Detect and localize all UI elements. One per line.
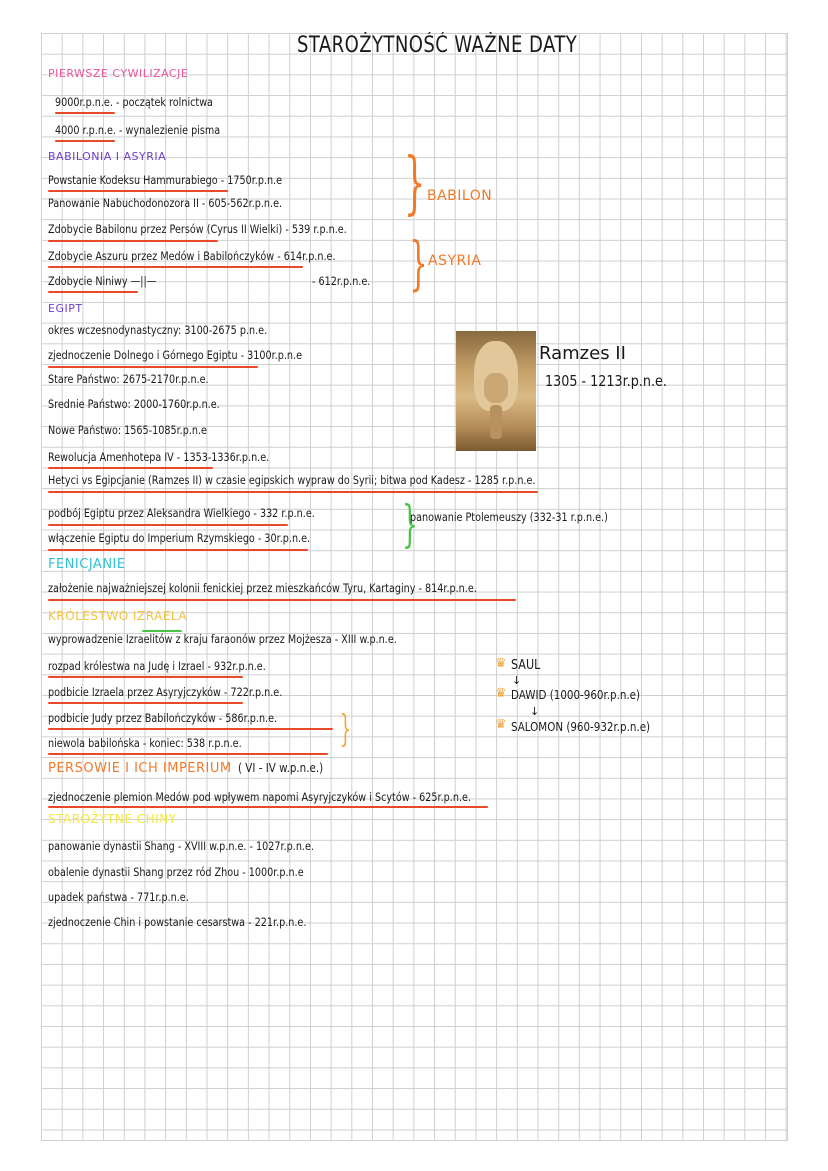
- line-phoenicians-1: założenie najważniejszej kolonii fenickiej przez mieszkańców Tyru, Kartaginy - 814r.p.n.e.: [48, 582, 477, 595]
- underline: [48, 266, 303, 268]
- persians-century: ( VI - IV w.p.n.e.): [238, 761, 324, 775]
- line-babylon-6: - 612r.p.n.e.: [312, 275, 371, 288]
- page-title: STAROŻYTNOŚĆ WAŻNE DATY: [297, 33, 578, 58]
- underline: [48, 524, 288, 526]
- section-header-babylon: BABILONIA I ASYRIA: [48, 150, 167, 163]
- section-header-israel: KRÓLESTWO IZRAELA: [48, 609, 188, 623]
- line-israel-2: rozpad królestwa na Judę i Izrael - 932r.p.n.e.: [48, 660, 266, 673]
- line-first-civ-1: 9000r.p.n.e. - początek rolnictwa: [55, 96, 213, 109]
- brace-babilon: }: [403, 144, 426, 223]
- line-egypt-6: Rewolucja Amenhotepa IV - 1353-1336r.p.n.e.: [48, 451, 270, 464]
- line-israel-4: podbicie Judy przez Babilończyków - 586r.p.n.e.: [48, 712, 278, 725]
- line-babylon-4: Zdobycie Aszuru przez Medów i Babilończyków - 614r.p.n.e.: [48, 250, 336, 263]
- line-egypt-3: Stare Państwo: 2675-2170r.p.n.e.: [48, 373, 209, 386]
- king-saul: SAUL: [511, 658, 541, 673]
- underline: [48, 491, 538, 493]
- brace-ptolemy: }: [401, 495, 418, 553]
- king-salomon: SALOMON (960-932r.p.n.e): [511, 720, 651, 734]
- brace-babylon-captivity: }: [339, 709, 352, 750]
- line-egypt-4: Średnie Państwo: 2000-1760r.p.n.e.: [48, 398, 220, 411]
- line-babylon-2: Panowanie Nabuchodonozora II - 605-562r.p.n.e.: [48, 197, 283, 210]
- underline: [48, 549, 308, 551]
- line-china-2: obalenie dynastii Shang przez ród Zhou - 1000r.p.n.e: [48, 866, 304, 879]
- label-babilon: BABILON: [427, 188, 493, 204]
- underline: [48, 753, 328, 755]
- line-egypt-8: podbój Egiptu przez Aleksandra Wielkiego - 332 r.p.n.e.: [48, 507, 315, 520]
- underline: [142, 630, 182, 632]
- section-header-china: STAROŻYTNE CHINY: [48, 812, 177, 826]
- ramzes-dates: 1305 - 1213r.p.n.e.: [545, 372, 667, 390]
- section-header-phoenicians: FENICJANIE: [48, 557, 126, 572]
- underline: [48, 366, 258, 368]
- section-header-first-civ: PIERWSZE CYWILIZACJE: [48, 67, 189, 80]
- king-dawid: DAWID (1000-960r.p.n.e): [511, 688, 641, 702]
- line-egypt-9: włączenie Egiptu do Imperium Rzymskiego - 30r.p.n.e.: [48, 532, 311, 545]
- section-header-persians: PERSOWIE I ICH IMPERIUM: [48, 761, 232, 776]
- underline: [48, 240, 218, 242]
- underline: [48, 467, 213, 469]
- line-babylon-5: Zdobycie Niniwy —||—: [48, 275, 157, 288]
- underline: [48, 702, 243, 704]
- crown-icon: ♛: [495, 717, 507, 732]
- line-egypt-2: zjednoczenie Dolnego i Górnego Egiptu - 3100r.p.n.e: [48, 349, 302, 362]
- underline: [55, 112, 115, 114]
- line-egypt-5: Nowe Państwo: 1565-1085r.p.n.e: [48, 424, 207, 437]
- line-israel-5: niewola babilońska - koniec: 538 r.p.n.e.: [48, 737, 242, 750]
- underline: [48, 599, 516, 601]
- line-china-4: zjednoczenie Chin i powstanie cesarstwa - 221r.p.n.e.: [48, 916, 307, 929]
- underline: [48, 728, 333, 730]
- underline: [48, 190, 228, 192]
- crown-icon: ♛: [495, 656, 507, 671]
- ptolemy-label: panowanie Ptolemeuszy (332-31 r.p.n.e.): [410, 511, 608, 524]
- line-china-1: panowanie dynastii Shang - XVIII w.p.n.e. - 1027r.p.n.e.: [48, 840, 314, 853]
- underline: [48, 676, 243, 678]
- line-egypt-7: Hetyci vs Egipcjanie (Ramzes II) w czasie egipskich wypraw do Syrii; bitwa pod Kadesz - 1285 r.p.n.e.: [48, 474, 536, 487]
- underline: [48, 806, 488, 808]
- underline: [55, 140, 115, 142]
- line-babylon-1: Powstanie Kodeksu Hammurabiego - 1750r.p.n.e: [48, 174, 283, 187]
- section-header-egypt: EGIPT: [48, 302, 83, 315]
- down-arrow-icon: ↓: [530, 705, 540, 718]
- brace-asyria: }: [409, 229, 428, 297]
- crown-icon: ♛: [495, 686, 507, 701]
- ramzes-statue-photo: [456, 331, 536, 451]
- line-israel-1: wyprowadzenie Izraelitów z kraju faraonów przez Mojżesza - XIII w.p.n.e.: [48, 633, 397, 646]
- line-persians-1: zjednoczenie plemion Medów pod wpływem napomi Asyryjczyków i Scytów - 625r.p.n.e.: [48, 791, 471, 804]
- line-babylon-3: Zdobycie Babilonu przez Persów (Cyrus II Wielki) - 539 r.p.n.e.: [48, 223, 347, 236]
- ramzes-name: Ramzes II: [539, 343, 626, 364]
- line-egypt-1: okres wczesnodynastyczny: 3100-2675 p.n.e.: [48, 324, 268, 337]
- underline: [48, 291, 138, 293]
- line-israel-3: podbicie Izraela przez Asyryjczyków - 722r.p.n.e.: [48, 686, 283, 699]
- line-first-civ-2: 4000 r.p.n.e. - wynalezienie pisma: [55, 124, 221, 137]
- line-china-3: upadek państwa - 771r.p.n.e.: [48, 891, 189, 904]
- down-arrow-icon: ↓: [512, 674, 522, 687]
- label-asyria: ASYRIA: [428, 253, 482, 269]
